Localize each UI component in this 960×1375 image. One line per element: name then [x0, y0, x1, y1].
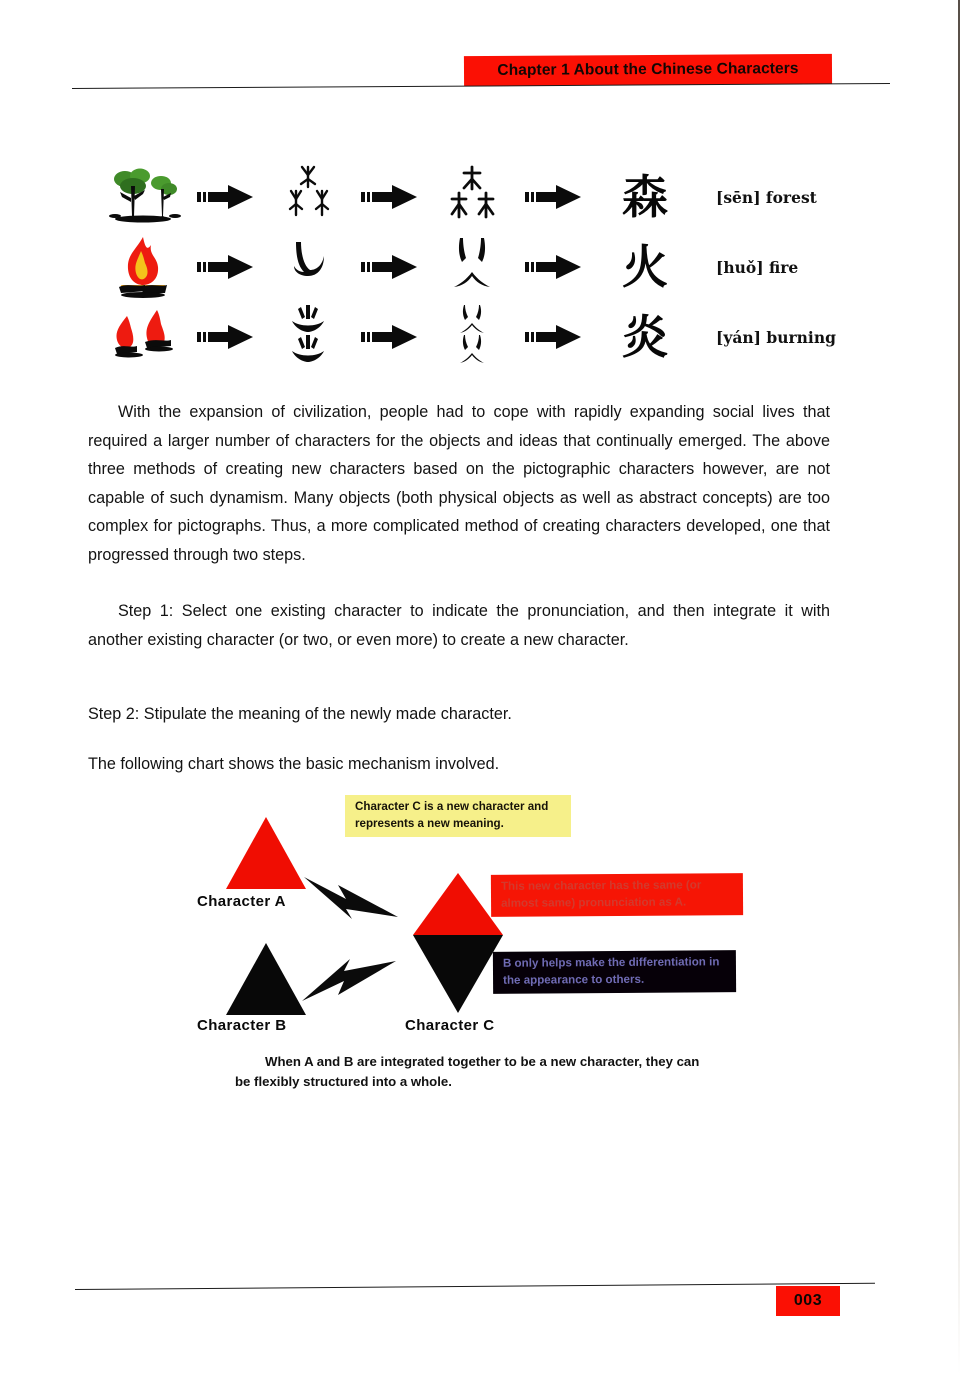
block-arrow-icon — [361, 182, 419, 212]
callout-new-meaning: Character C is a new character and represents a new meaning. — [345, 795, 571, 837]
oracle-glyph-stage-2 — [426, 163, 518, 232]
campfire-picture-svg — [107, 235, 179, 299]
page-number-badge — [776, 1286, 840, 1316]
arrow-a-to-c-icon — [302, 873, 402, 925]
paragraph-step-1: Step 1: Select one existing character to indicate the pronunciation, and then integrate it with another existing character (or two, or even more) to create a new character. — [88, 602, 830, 649]
character-c-bottom-triangle — [413, 935, 503, 1013]
page-number-text: 003 — [793, 1292, 823, 1309]
oracle-glyph-stage-1 — [262, 163, 354, 231]
character-gloss: [yán] burning — [716, 327, 836, 347]
page-header — [0, 0, 960, 110]
oracle-glyph-stage-1 — [262, 303, 354, 371]
block-arrow-icon — [361, 322, 419, 352]
evolution-arrow-icon — [354, 182, 426, 212]
double-flame-picture — [95, 308, 190, 366]
character-a-triangle — [226, 817, 306, 889]
callout-pronunciation: This new character has the same (or almost same) pronunciation as A. — [491, 873, 743, 917]
oracle-burning-stage1-svg — [272, 303, 344, 365]
trees-picture — [95, 166, 190, 228]
modern-character: 火 — [622, 240, 668, 294]
character-b-triangle — [226, 943, 306, 1015]
character-a-label: Character A — [197, 893, 286, 910]
chapter-title-banner — [464, 54, 832, 86]
evolution-row — [95, 232, 855, 302]
oracle-glyph-stage-1 — [262, 236, 354, 298]
character-gloss: [sēn] forest — [716, 187, 817, 207]
evolution-arrow-icon — [518, 182, 590, 212]
block-arrow-icon — [197, 182, 255, 212]
paragraph-step-2: Step 2: Stipulate the meaning of the newly made character. — [88, 705, 512, 723]
oracle-fire-stage1-svg — [272, 236, 344, 292]
oracle-glyph-stage-2 — [426, 303, 518, 372]
campfire-picture — [95, 235, 190, 299]
block-arrow-icon — [525, 182, 583, 212]
pictograph-evolution-table — [95, 162, 855, 372]
oracle-glyph-stage-2 — [426, 234, 518, 301]
evolution-arrow-icon — [354, 252, 426, 282]
block-arrow-icon — [361, 252, 419, 282]
character-c-top-triangle — [413, 873, 503, 935]
modern-character: 炎 — [622, 310, 668, 364]
double-flame-picture-svg — [103, 308, 183, 366]
block-arrow-icon — [197, 252, 255, 282]
chapter-title-text: Chapter 1 About the Chinese Characters — [497, 60, 799, 79]
oracle-forest-stage1-svg — [272, 163, 344, 225]
evolution-arrow-icon — [518, 322, 590, 352]
trees-picture-svg — [101, 166, 185, 228]
character-gloss: [huǒ] fire — [716, 257, 799, 277]
oracle-forest-stage2-svg — [436, 163, 508, 225]
evolution-arrow-icon — [354, 322, 426, 352]
oracle-fire-stage2-svg — [436, 234, 508, 294]
evolution-row — [95, 302, 855, 372]
block-arrow-icon — [197, 322, 255, 352]
oracle-burning-stage2-svg — [436, 303, 508, 365]
paragraph-expansion-of-civilization: With the expansion of civilization, people had to cope with rapidly expanding social lives that required a larger number of characters for the objects and ideas that continually emerged. The above three methods of creating new characters based on the pictographic characters however, are not capable of such dynamism. Many objects (both physical objects as well as abstract concepts) are too complex for pictographs. Thus, a more complicated method of creating characters developed, one that progressed through two steps. — [88, 403, 830, 564]
block-arrow-icon — [525, 322, 583, 352]
evolution-row — [95, 162, 855, 232]
evolution-arrow-icon — [190, 322, 262, 352]
diagram-caption: When A and B are integrated together to be a new character, they can be flexibly structured into a whole. — [235, 1054, 700, 1089]
footer-divider-rule — [75, 1283, 875, 1290]
character-c-label: Character C — [405, 1017, 495, 1034]
character-b-label: Character B — [197, 1017, 287, 1034]
evolution-arrow-icon — [190, 252, 262, 282]
arrow-b-to-c-icon — [300, 955, 400, 1007]
callout-differentiation: B only helps make the differentiation in the appearance to others. — [493, 950, 736, 994]
paragraph-chart-intro: The following chart shows the basic mechanism involved. — [88, 755, 500, 773]
modern-character: 森 — [622, 170, 668, 224]
evolution-arrow-icon — [190, 182, 262, 212]
character-composition-diagram — [180, 795, 780, 1095]
evolution-arrow-icon — [518, 252, 590, 282]
block-arrow-icon — [525, 252, 583, 282]
